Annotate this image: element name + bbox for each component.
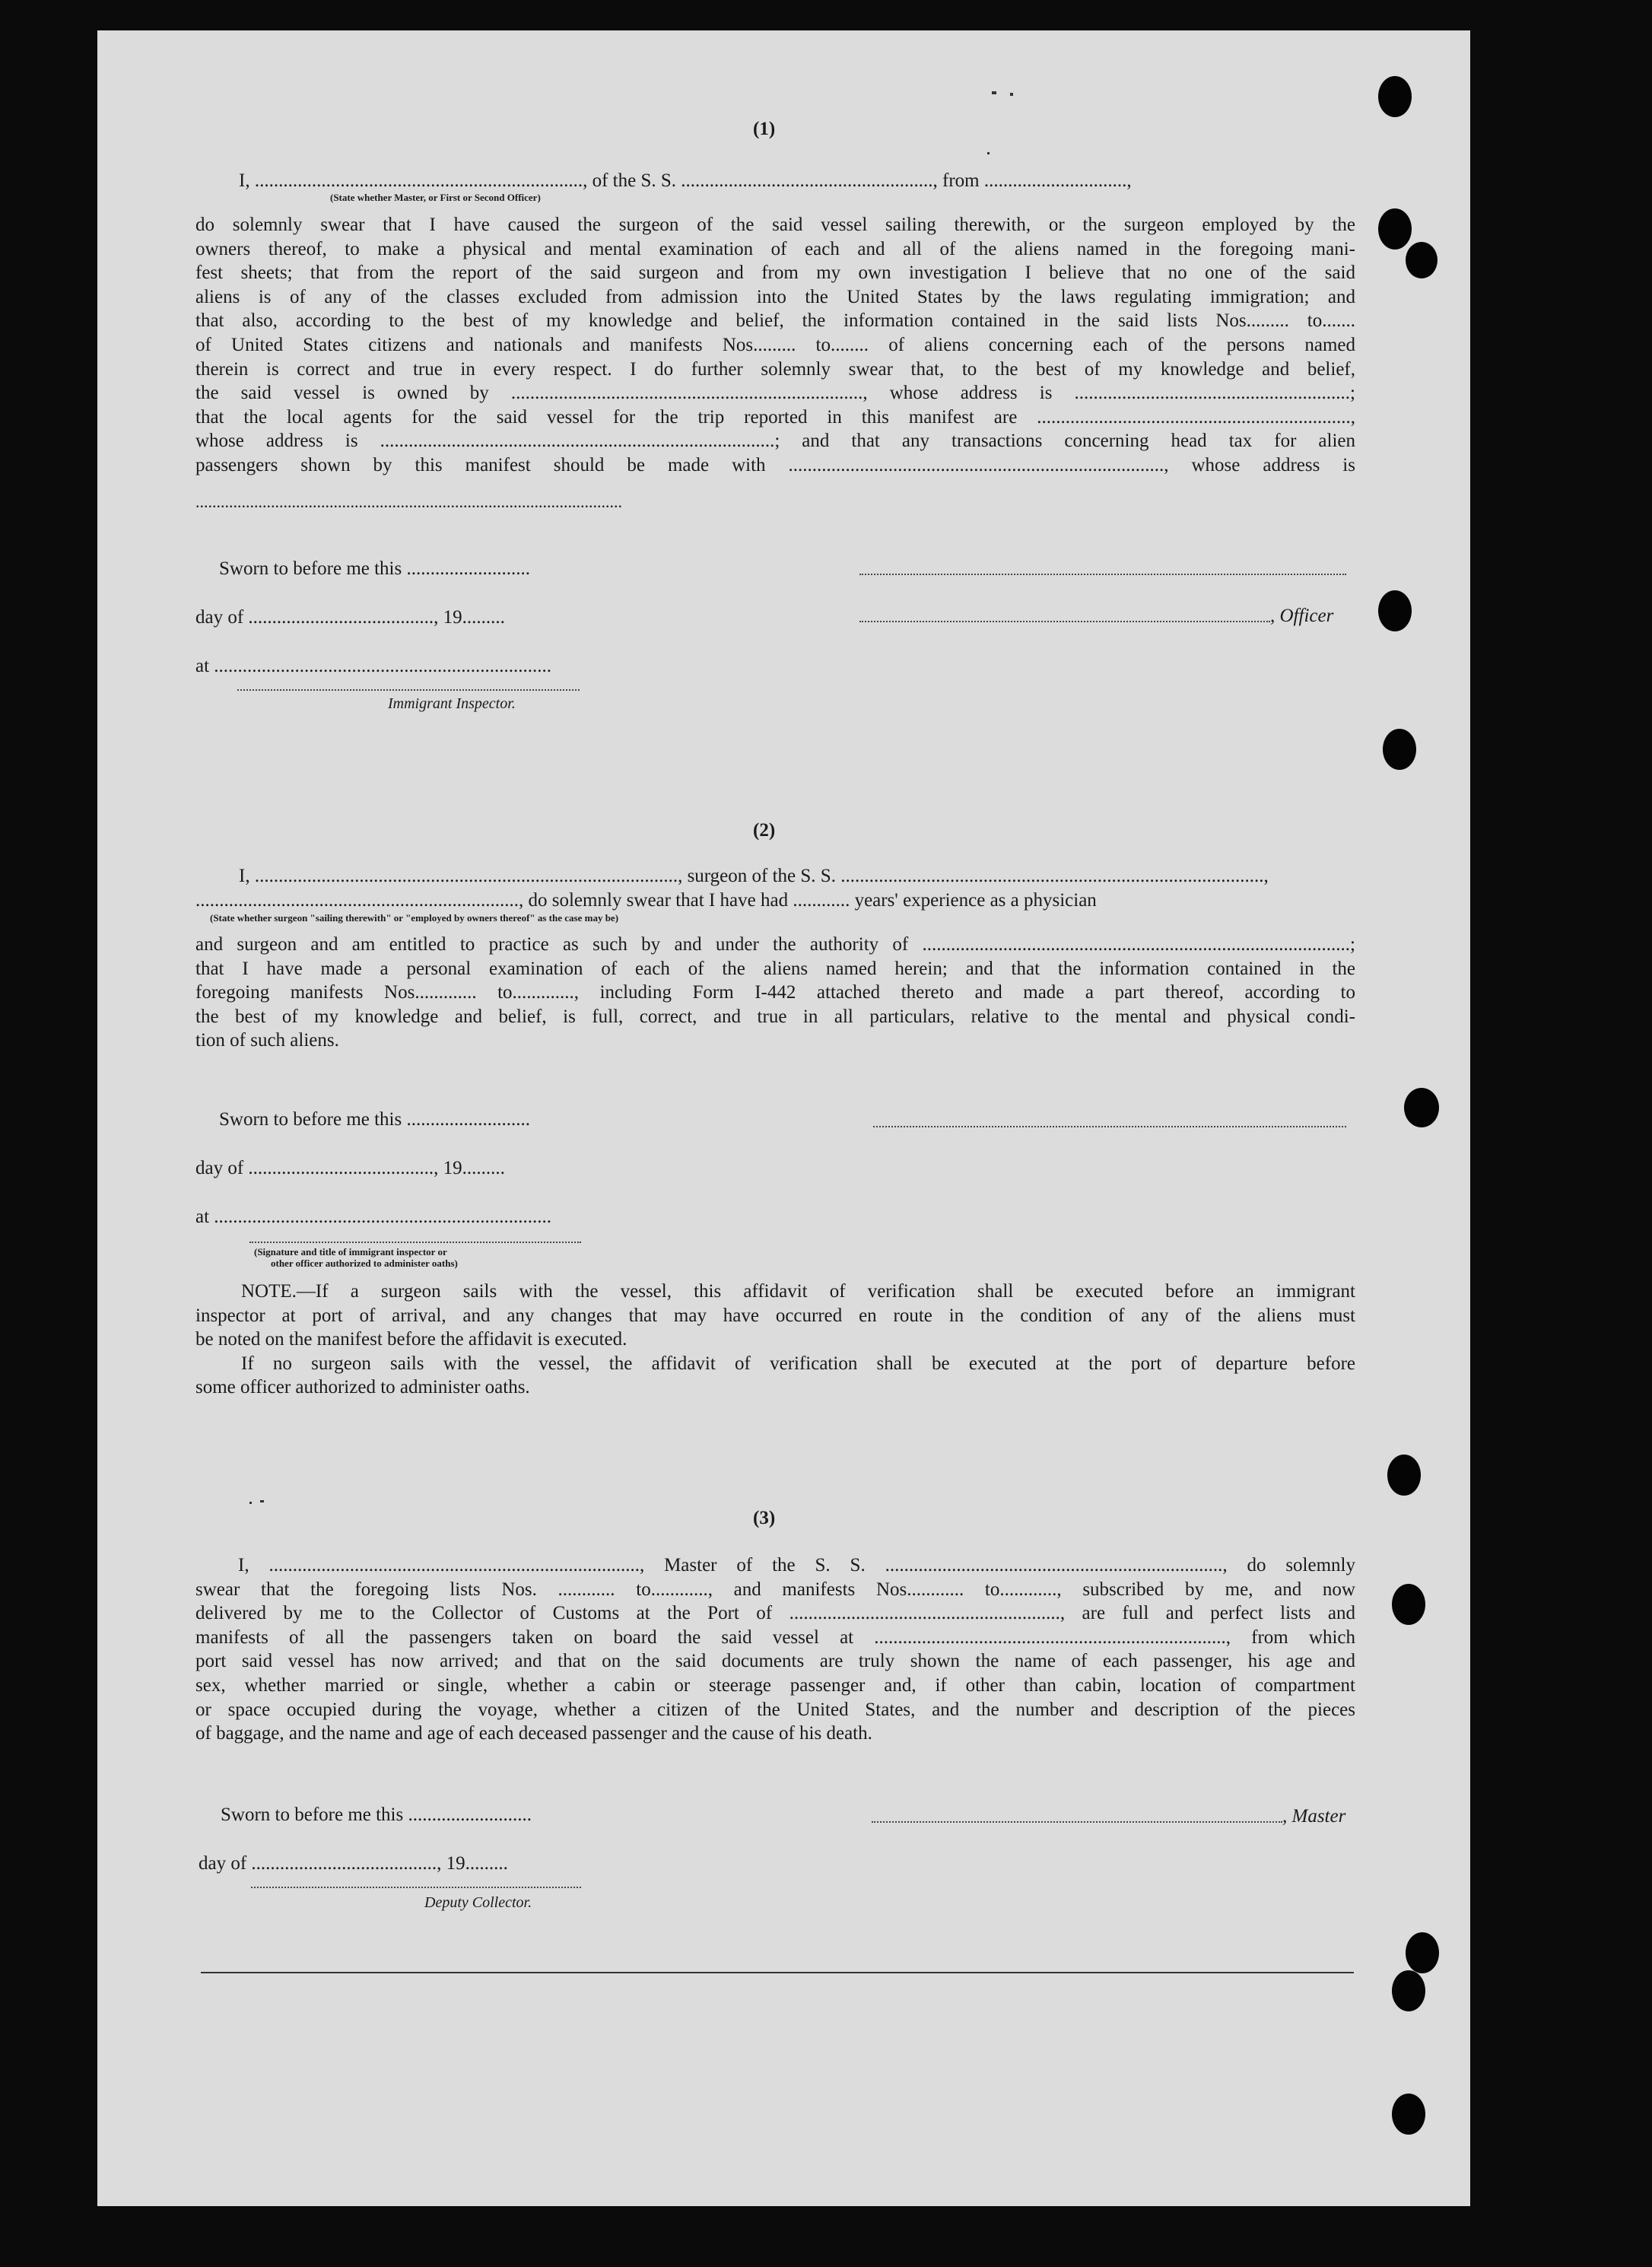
binder-hole bbox=[1392, 1970, 1425, 2011]
section3-master-label: , Master bbox=[1282, 1806, 1346, 1827]
speck bbox=[1010, 93, 1013, 96]
section1-oath-line: that also, according to the best of my knowledge and belief, the information contained in the said lists Nos......... to....... bbox=[195, 310, 1355, 332]
section1-address-line: ...................................................................................................... bbox=[195, 492, 622, 511]
section1-oath-line: passengers shown by this manifest should be made with ..............................................................................., whose address is bbox=[195, 454, 1355, 475]
binder-hole bbox=[1378, 208, 1412, 250]
section2-oath-line: foregoing manifests Nos............. to............., including Form I-442 attached thereto and made a part thereof, according to bbox=[195, 982, 1355, 1003]
section2-intro-line: I, ........................................................................................., surgeon of the S. S. ........................................................................................., bbox=[239, 866, 1269, 886]
section2-surgeon-note: (State whether surgeon "sailing therewith" or "employed by owners thereof" as the case may be) bbox=[210, 912, 619, 924]
section1-heading: (1) bbox=[753, 119, 776, 139]
binder-hole bbox=[1406, 242, 1438, 278]
section1-oath-line: that the local agents for the said vessel for the trip reported in this manifest are .................................................................., bbox=[195, 406, 1355, 428]
section1-intro-line: I, ....................................................................., of the S. S. ....................................................., from .............................., bbox=[239, 170, 1132, 191]
binder-hole bbox=[1378, 76, 1412, 117]
section2-heading: (2) bbox=[753, 820, 776, 841]
section2-signature-line bbox=[873, 1126, 1346, 1127]
section1-signature-line bbox=[859, 574, 1346, 575]
section3-oath-line: port said vessel has now arrived; and that on the said documents are truly shown the name of each passenger, his age and bbox=[195, 1651, 1355, 1672]
section2-note-line: some officer authorized to administer oaths. bbox=[195, 1377, 530, 1398]
section3-oath-line: of baggage, and the name and age of each deceased passenger and the cause of his death. bbox=[195, 1723, 872, 1744]
section1-inspector-label: Immigrant Inspector. bbox=[388, 695, 516, 712]
section3-oath-paragraph bbox=[195, 1553, 1355, 1746]
section1-oath-line: fest sheets; that from the report of the said surgeon and from my own investigation I believe that no one of the said bbox=[195, 262, 1355, 284]
section3-oath-line: manifests of all the passengers taken on board the said vessel at .........................................................................., from which bbox=[195, 1626, 1355, 1648]
section1-inspector-line bbox=[237, 689, 580, 691]
section1-oath-paragraph bbox=[195, 213, 1355, 478]
section2-oath-paragraph bbox=[195, 933, 1355, 1053]
section3-oath-line: I, .............................................................................., Master of the S. S. ......................................................................., do solemnly bbox=[238, 1555, 1355, 1575]
section2-inspector-line bbox=[249, 1242, 581, 1243]
section2-swear-line: ...................................................................., do solemnly swear that I have had ............ years' experience as a physician bbox=[195, 890, 1097, 911]
section3-deputy-label: Deputy Collector. bbox=[424, 1894, 532, 1911]
binder-hole bbox=[1383, 729, 1416, 770]
section1-master-note: (State whether Master, or First or Second Officer) bbox=[330, 192, 541, 203]
speck bbox=[260, 1500, 264, 1502]
binder-hole bbox=[1378, 590, 1412, 631]
section1-oath-line: whose address is ...................................................................................; and that any transactions concerning head tax for alien bbox=[195, 431, 1355, 452]
section1-at: at ....................................................................... bbox=[195, 656, 552, 676]
section1-day: day of ......................................., 19......... bbox=[195, 607, 505, 628]
section2-note-line: be noted on the manifest before the affidavit is executed. bbox=[195, 1329, 627, 1350]
speck bbox=[987, 152, 990, 154]
section3-oath-line: or space occupied during the voyage, whether a citizen of the United States, and the number and description of the pieces bbox=[195, 1699, 1355, 1720]
section1-sworn: Sworn to before me this .......................... bbox=[219, 558, 530, 579]
footer-rule bbox=[201, 1972, 1354, 1973]
section2-note-paragraph bbox=[195, 1280, 1355, 1400]
binder-hole bbox=[1392, 2094, 1425, 2135]
section1-oath-line: owners thereof, to make a physical and mental examination of each and all of the aliens named in the foregoing mani- bbox=[195, 238, 1355, 259]
binder-hole bbox=[1406, 1932, 1439, 1973]
section1-oath-line: of United States citizens and nationals and manifests Nos......... to........ of aliens concerning each of the persons named bbox=[195, 334, 1355, 355]
section2-oath-line: and surgeon and am entitled to practice as such by and under the authority of ..........................................................................................; bbox=[195, 934, 1355, 955]
section2-oath-line: the best of my knowledge and belief, is full, correct, and true in all particulars, relative to the mental and physical condi- bbox=[195, 1006, 1355, 1027]
section1-oath-line: therein is correct and true in every respect. I do further solemnly swear that, to the best of my knowledge and belief, bbox=[195, 358, 1355, 380]
binder-hole bbox=[1392, 1584, 1425, 1625]
section3-deputy-line bbox=[251, 1887, 581, 1888]
section3-sworn: Sworn to before me this .......................... bbox=[221, 1804, 532, 1825]
section1-officer-label: , Officer bbox=[1270, 606, 1334, 626]
section3-oath-line: sex, whether married or single, whether a cabin or steerage passenger and, if other than cabin, location of compartment bbox=[195, 1674, 1355, 1696]
section2-signature-note: (Signature and title of immigrant inspector or bbox=[254, 1246, 447, 1258]
section2-oath-line: that I have made a personal examination of each of the aliens named herein; and that the information contained in the bbox=[195, 958, 1355, 979]
speck bbox=[249, 1502, 252, 1504]
section2-oath-line: tion of such aliens. bbox=[195, 1030, 339, 1051]
section1-officer-line bbox=[859, 621, 1270, 622]
section2-signature-note: other officer authorized to administer oaths) bbox=[271, 1258, 458, 1269]
section2-note-line: inspector at port of arrival, and any changes that may have occurred en route in the condition of any of the aliens must bbox=[195, 1305, 1355, 1326]
section1-oath-line: do solemnly swear that I have caused the surgeon of the said vessel sailing therewith, or the surgeon employed by the bbox=[195, 215, 1355, 235]
section1-oath-line: aliens is of any of the classes excluded from admission into the United States by the laws regulating immigration; and bbox=[195, 286, 1355, 307]
section2-note-line: If no surgeon sails with the vessel, the affidavit of verification shall be executed at the port of departure before bbox=[241, 1353, 1355, 1374]
section2-at: at ....................................................................... bbox=[195, 1207, 552, 1227]
binder-hole bbox=[1404, 1088, 1439, 1127]
section3-master-line bbox=[872, 1821, 1282, 1823]
section1-oath-line: the said vessel is owned by .........................................................................., whose address is ..........................................................; bbox=[195, 383, 1355, 404]
section3-day: day of ......................................., 19......... bbox=[199, 1853, 508, 1874]
section2-sworn: Sworn to before me this .......................... bbox=[219, 1109, 530, 1130]
section3-heading: (3) bbox=[753, 1508, 776, 1528]
section2-day: day of ......................................., 19......... bbox=[195, 1158, 505, 1178]
section2-note-line: NOTE.—If a surgeon sails with the vessel, this affidavit of verification shall be executed before an immigrant bbox=[241, 1281, 1355, 1302]
binder-hole bbox=[1387, 1455, 1421, 1496]
manifest-page bbox=[97, 30, 1470, 2206]
speck bbox=[992, 91, 996, 94]
section3-oath-line: swear that the foregoing lists Nos. ............ to............, and manifests Nos............ to............, subscribed by me, and now bbox=[195, 1579, 1355, 1600]
section3-oath-line: delivered by me to the Collector of Customs at the Port of ........................................................., are full and perfect lists and bbox=[195, 1603, 1355, 1624]
